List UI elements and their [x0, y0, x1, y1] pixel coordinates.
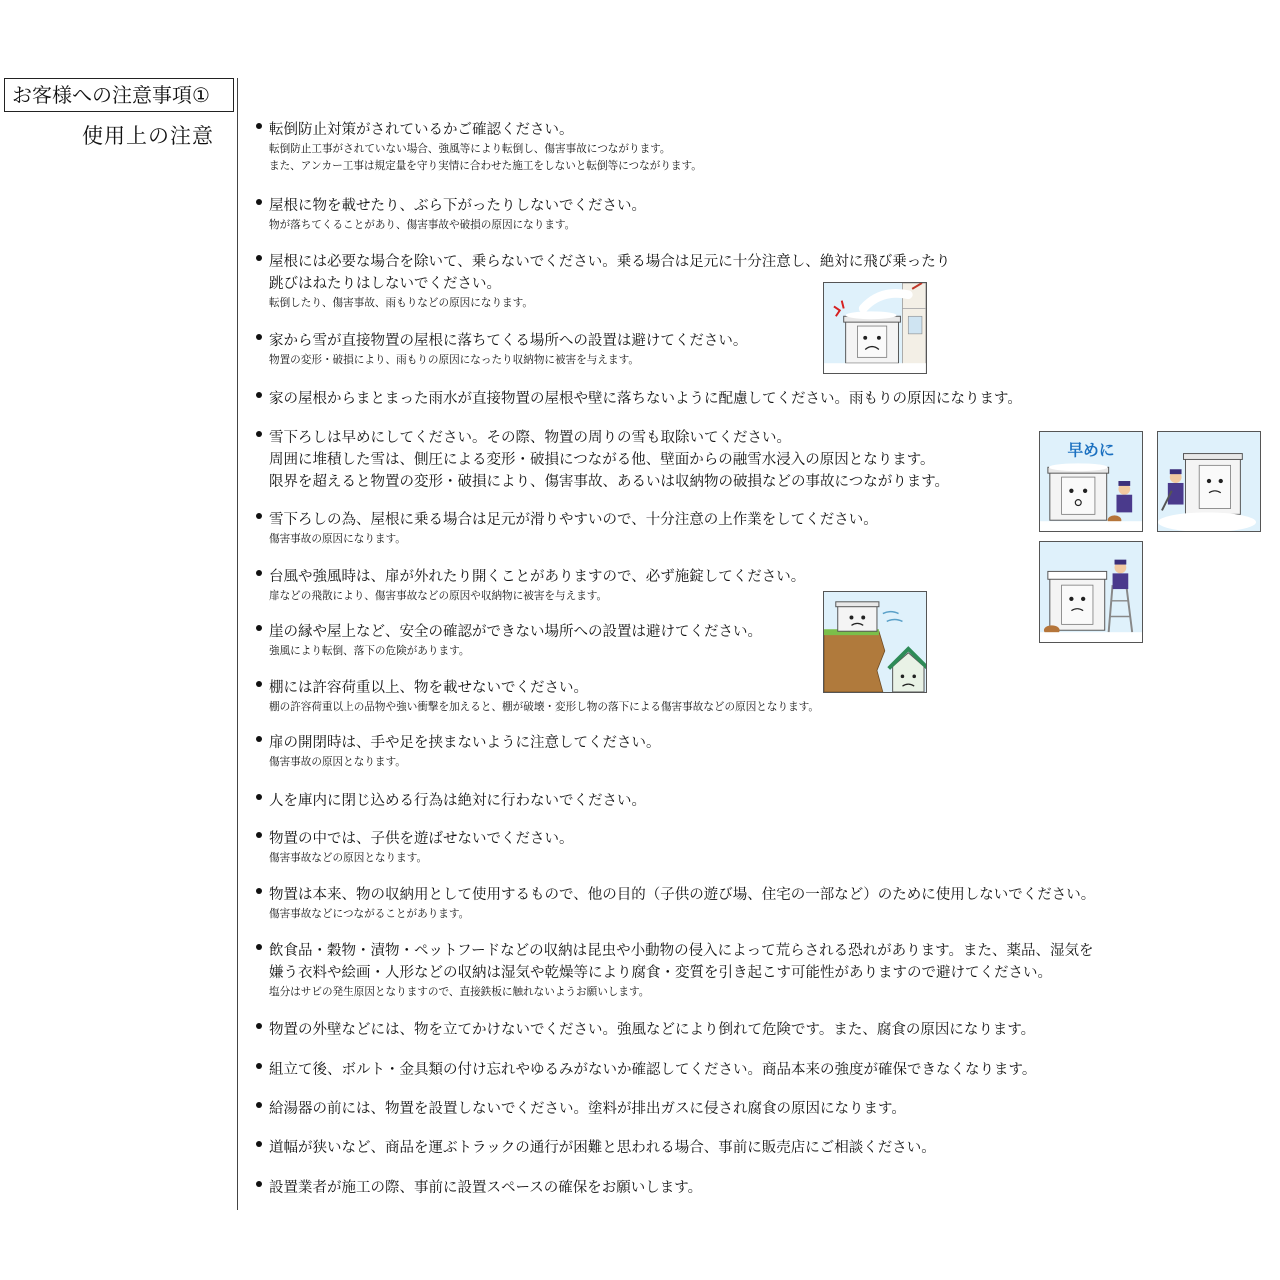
section-label: 使用上の注意: [82, 124, 214, 148]
notice-item: [256, 509, 878, 548]
notice-note: 扉などの飛散により、傷害事故などの原因や収納物に被害を与えます。: [269, 590, 608, 602]
notice-text: 扉の開閉時は、手や足を挟まないように注意してください。: [269, 735, 661, 751]
notice-text: 飲食品・穀物・漬物・ペットフードなどの収納は昆虫や小動物の侵入によって荒らされる恐れがあります。また、薬品、湿気を: [269, 943, 1094, 959]
notice-item: [256, 427, 949, 493]
notice-note: 転倒防止工事がされていない場合、強風等により転倒し、傷害事故につながります。: [269, 143, 671, 155]
bullet-icon: [256, 255, 262, 261]
notice-item: [256, 119, 702, 175]
shed-on-cliff-icon: [823, 591, 927, 693]
notice-text: 道幅が狭いなど、商品を運ぶトラックの通行が困難と思われる場合、事前に販売店にご相談ください。: [269, 1140, 936, 1156]
notice-item: [256, 1137, 936, 1159]
bullet-icon: [256, 736, 262, 742]
bullet-icon: [256, 1063, 262, 1069]
notice-note: 傷害事故の原因となります。: [269, 756, 406, 768]
notice-text: 限界を超えると物置の変形・破損により、傷害事故、あるいは収納物の破損などの事故につながります。: [269, 474, 950, 490]
bullet-icon: [256, 1181, 262, 1187]
notice-item: [256, 1177, 702, 1199]
snow-falling-on-shed-icon: [823, 282, 927, 374]
notice-note: 転倒したり、傷害事故、雨もりなどの原因になります。: [269, 297, 533, 309]
bullet-icon: [256, 199, 262, 205]
bullet-icon: [256, 944, 262, 950]
notice-text: 棚には許容荷重以上、物を載せないでください。: [269, 680, 588, 696]
notice-item: [256, 1059, 1036, 1081]
bullet-icon: [256, 392, 262, 398]
notice-item: [256, 621, 762, 660]
bullet-icon: [256, 431, 262, 437]
notice-note: 物が落ちてくることがあり、傷害事故や破損の原因になります。: [269, 219, 576, 231]
notice-text: 崖の縁や屋上など、安全の確認ができない場所への設置は避けてください。: [269, 624, 762, 640]
notice-text: 物置の外壁などには、物を立てかけないでください。強風などにより倒れて危険です。また、腐食の原因になります。: [269, 1022, 1036, 1038]
notice-note: 棚の許容荷重以上の品物や強い衝撃を加えると、棚が破壊・変形し物の落下による傷害事故などの原因となります。: [269, 701, 820, 713]
notice-note: 傷害事故などの原因となります。: [269, 852, 428, 864]
notice-note: 塩分はサビの発生原因となりますので、直接鉄板に触れないようお願いします。: [269, 986, 650, 998]
notice-item: [256, 195, 646, 234]
notice-text: 転倒防止対策がされているかご確認ください。: [269, 122, 574, 138]
notice-text: 物置の中では、子供を遊ばせないでください。: [269, 831, 574, 847]
early-caption: 早めに: [1067, 442, 1115, 460]
early-snow-removal-icon: [1039, 431, 1143, 532]
notice-item: [256, 330, 747, 369]
notice-note: 傷害事故の原因になります。: [269, 533, 406, 545]
notice-text: 台風や強風時は、扉が外れたり開くことがありますので、必ず施錠してください。: [269, 569, 806, 585]
notice-item: [256, 566, 805, 605]
notice-note: また、アンカー工事は規定量を守り実情に合わせた施工をしないと転倒等につながります。: [269, 160, 702, 172]
notice-text: 屋根に物を載せたり、ぶら下がったりしないでください。: [269, 198, 646, 214]
notice-note: 物置の変形・破損により、雨もりの原因になったり収納物に被害を与えます。: [269, 354, 639, 366]
notice-text: 人を庫内に閉じ込める行為は絶対に行わないでください。: [269, 793, 646, 809]
notice-note: 傷害事故などにつながることがあります。: [269, 908, 470, 920]
bullet-icon: [256, 1102, 262, 1108]
bullet-icon: [256, 1141, 262, 1147]
bullet-icon: [256, 832, 262, 838]
notice-note: 強風により転倒、落下の危険があります。: [269, 645, 470, 657]
notice-item: [256, 790, 646, 812]
notice-text: 給湯器の前には、物置を設置しないでください。塗料が排出ガスに侵され腐食の原因になります。: [269, 1101, 906, 1117]
bullet-icon: [256, 513, 262, 519]
bullet-icon: [256, 123, 262, 129]
notice-text: 家から雪が直接物置の屋根に落ちてくる場所への設置は避けてください。: [269, 333, 748, 349]
notice-item: [256, 677, 819, 716]
snow-shoveling-icon: [1157, 431, 1261, 532]
notice-text: 設置業者が施工の際、事前に設置スペースの確保をお願いします。: [269, 1180, 703, 1196]
notice-item: [256, 884, 1095, 923]
notice-item: [256, 732, 661, 771]
notice-item: [256, 828, 574, 867]
bullet-icon: [256, 625, 262, 631]
bullet-icon: [256, 570, 262, 576]
notice-item: [256, 388, 1022, 410]
notice-text: 周囲に堆積した雪は、側圧による変形・破損につながる他、壁面からの融雪水浸入の原因となります。: [269, 452, 935, 468]
bullet-icon: [256, 794, 262, 800]
ladder-snow-removal-icon: [1039, 541, 1143, 643]
notice-item: [256, 1098, 906, 1120]
notice-item: [256, 1019, 1035, 1041]
bullet-icon: [256, 681, 262, 687]
notice-item: [256, 940, 1093, 1001]
page-title: お客様への注意事項①: [4, 78, 234, 112]
notice-text: 組立て後、ボルト・金具類の付け忘れやゆるみがないか確認してください。商品本来の強度が確保できなくなります。: [269, 1062, 1037, 1078]
bullet-icon: [256, 334, 262, 340]
notice-text: 跳びはねたりはしないでください。: [269, 276, 501, 292]
bullet-icon: [256, 1023, 262, 1029]
notice-text: 雪下ろしは早めにしてください。その際、物置の周りの雪も取除いてください。: [269, 430, 791, 446]
divider: [237, 78, 238, 1210]
notice-text: 物置は本来、物の収納用として使用するもので、他の目的（子供の遊び場、住宅の一部など）のために使用しないでください。: [269, 887, 1096, 903]
notice-text: 屋根には必要な場合を除いて、乗らないでください。乗る場合は足元に十分注意し、絶対に飛び乗ったり: [269, 254, 951, 270]
notice-text: 家の屋根からまとまった雨水が直接物置の屋根や壁に落ちないように配慮してください。雨もりの原因になります。: [269, 391, 1022, 407]
notice-text: 嫌う衣料や絵画・人形などの収納は湿気や乾燥等により腐食・変質を引き起こす可能性がありますので避けてください。: [269, 965, 1052, 981]
bullet-icon: [256, 888, 262, 894]
notice-text: 雪下ろしの為、屋根に乗る場合は足元が滑りやすいので、十分注意の上作業をしてください。: [269, 512, 878, 528]
